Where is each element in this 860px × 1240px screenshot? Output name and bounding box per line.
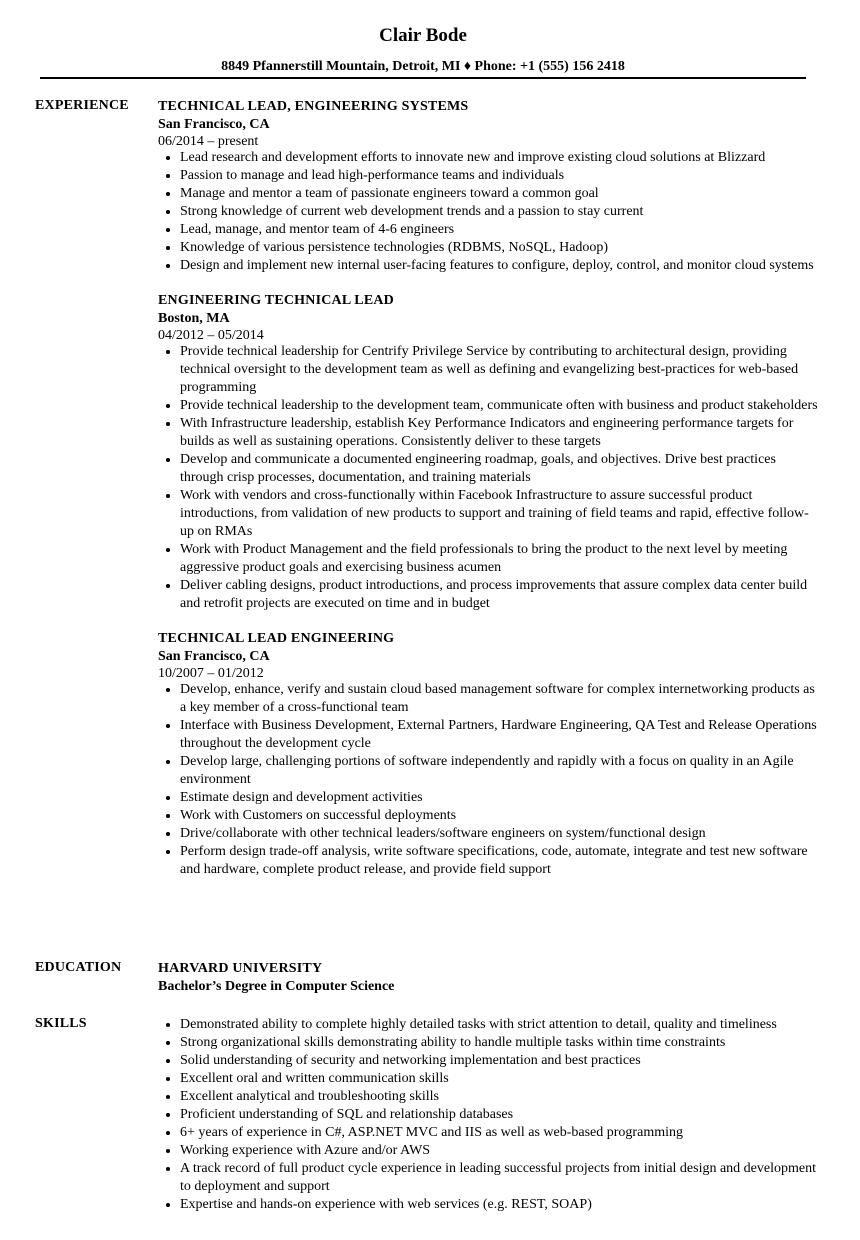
skill-item: • Proficient understanding of SQL and relationship databases	[180, 1106, 818, 1124]
skills-heading: SKILLS	[35, 1016, 87, 1031]
job-bullet: • Lead, manage, and mentor team of 4-6 engineers	[180, 221, 818, 239]
school-name: HARVARD UNIVERSITY	[158, 961, 323, 976]
skills-list	[158, 1016, 818, 1214]
skills-body	[158, 1016, 818, 1214]
experience-body	[158, 98, 818, 896]
job-location: San Francisco, CA	[158, 117, 270, 132]
job-title: ENGINEERING TECHNICAL LEAD	[158, 293, 394, 308]
education-body	[158, 960, 818, 996]
job-title: TECHNICAL LEAD ENGINEERING	[158, 631, 395, 646]
job-location: San Francisco, CA	[158, 649, 270, 664]
education-heading: EDUCATION	[35, 960, 122, 975]
job-bullet: • Knowledge of various persistence technologies (RDBMS, NoSQL, Hadoop)	[180, 239, 818, 257]
job-bullets	[158, 149, 818, 275]
job-bullet: • Interface with Business Development, External Partners, Hardware Engineering, QA Test and Release Operations throughout the development cycle	[180, 717, 818, 753]
job-bullet: • Work with Product Management and the field professionals to bring the product to the next level by meeting aggressive product goals and exercising business acumen	[180, 541, 818, 577]
job-bullet: • Strong knowledge of current web development trends and a passion to stay current	[180, 203, 818, 221]
job-bullet: • Lead research and development efforts to innovate new and improve existing cloud solutions at Blizzard	[180, 149, 818, 167]
job-bullet: • Provide technical leadership for Centrify Privilege Service by contributing to architectural design, providing technical oversight to the development team as well as defining and evangelizing best-practices for web-based programming	[180, 343, 818, 397]
skill-item: • Demonstrated ability to complete highly detailed tasks with strict attention to detail, quality and timeliness	[180, 1016, 818, 1034]
job-bullet: • Provide technical leadership to the development team, communicate often with business and product stakeholders	[180, 397, 818, 415]
skill-item: • Excellent oral and written communication skills	[180, 1070, 818, 1088]
job-bullet: • Work with vendors and cross-functionally within Facebook Infrastructure to assure successful product introductions, from validation of new products to support and training of field teams and rapid, effective follow-up on RMAs	[180, 487, 818, 541]
job-dates: 04/2012 – 05/2014	[158, 328, 264, 343]
skill-item: • Solid understanding of security and networking implementation and best practices	[180, 1052, 818, 1070]
job-location: Boston, MA	[158, 311, 230, 326]
job-bullet: • Passion to manage and lead high-performance teams and individuals	[180, 167, 818, 185]
contact-line: 8849 Pfannerstill Mountain, Detroit, MI ♦ Phone: +1 (555) 156 2418	[221, 59, 625, 74]
skill-item: • Excellent analytical and troubleshooting skills	[180, 1088, 818, 1106]
degree: Bachelor’s Degree in Computer Science	[158, 979, 395, 994]
job-bullet: • Develop and communicate a documented engineering roadmap, goals, and objectives. Drive best practices through crisp processes, documentation, and training materials	[180, 451, 818, 487]
job-bullet: • Estimate design and development activities	[180, 789, 818, 807]
job-dates: 10/2007 – 01/2012	[158, 666, 264, 681]
job-bullets	[158, 343, 818, 613]
job-bullet: • With Infrastructure leadership, establish Key Performance Indicators and engineering performance targets for builds as well as sustaining operations. Consistently deliver to these targets	[180, 415, 818, 451]
job-bullet: • Work with Customers on successful deployments	[180, 807, 818, 825]
job-bullets	[158, 681, 818, 879]
skill-item: • Working experience with Azure and/or AWS	[180, 1142, 818, 1160]
job-bullet: • Drive/collaborate with other technical leaders/software engineers on system/functional design	[180, 825, 818, 843]
header-divider	[40, 77, 806, 79]
job-title: TECHNICAL LEAD, ENGINEERING SYSTEMS	[158, 99, 469, 114]
experience-heading: EXPERIENCE	[35, 98, 129, 113]
job-bullet: • Develop large, challenging portions of software independently and rapidly with a focus on quality in an Agile environment	[180, 753, 818, 789]
job-bullet: • Develop, enhance, verify and sustain cloud based management software for complex internetworking products as a key member of a cross-functional team	[180, 681, 818, 717]
skill-item: • A track record of full product cycle experience in leading successful projects from initial design and development to deployment and support	[180, 1160, 818, 1196]
skill-item: • Expertise and hands-on experience with web services (e.g. REST, SOAP)	[180, 1196, 818, 1214]
skill-item: • 6+ years of experience in C#, ASP.NET MVC and IIS as well as web-based programming	[180, 1124, 818, 1142]
job-dates: 06/2014 – present	[158, 134, 259, 149]
skill-item: • Strong organizational skills demonstrating ability to handle multiple tasks within time constraints	[180, 1034, 818, 1052]
job-bullet: • Deliver cabling designs, product introductions, and process improvements that assure complex data center build and retrofit projects are executed on time and in budget	[180, 577, 818, 613]
job-bullet: • Perform design trade-off analysis, write software specifications, code, automate, integrate and test new software and hardware, complete product release, and provide field support	[180, 843, 818, 879]
job-bullet: • Manage and mentor a team of passionate engineers toward a common goal	[180, 185, 818, 203]
job-entry	[158, 98, 818, 275]
job-entry	[158, 292, 818, 613]
job-entry	[158, 630, 818, 879]
job-bullet: • Design and implement new internal user-facing features to configure, deploy, control, and monitor cloud systems	[180, 257, 818, 275]
candidate-name: Clair Bode	[379, 25, 467, 46]
